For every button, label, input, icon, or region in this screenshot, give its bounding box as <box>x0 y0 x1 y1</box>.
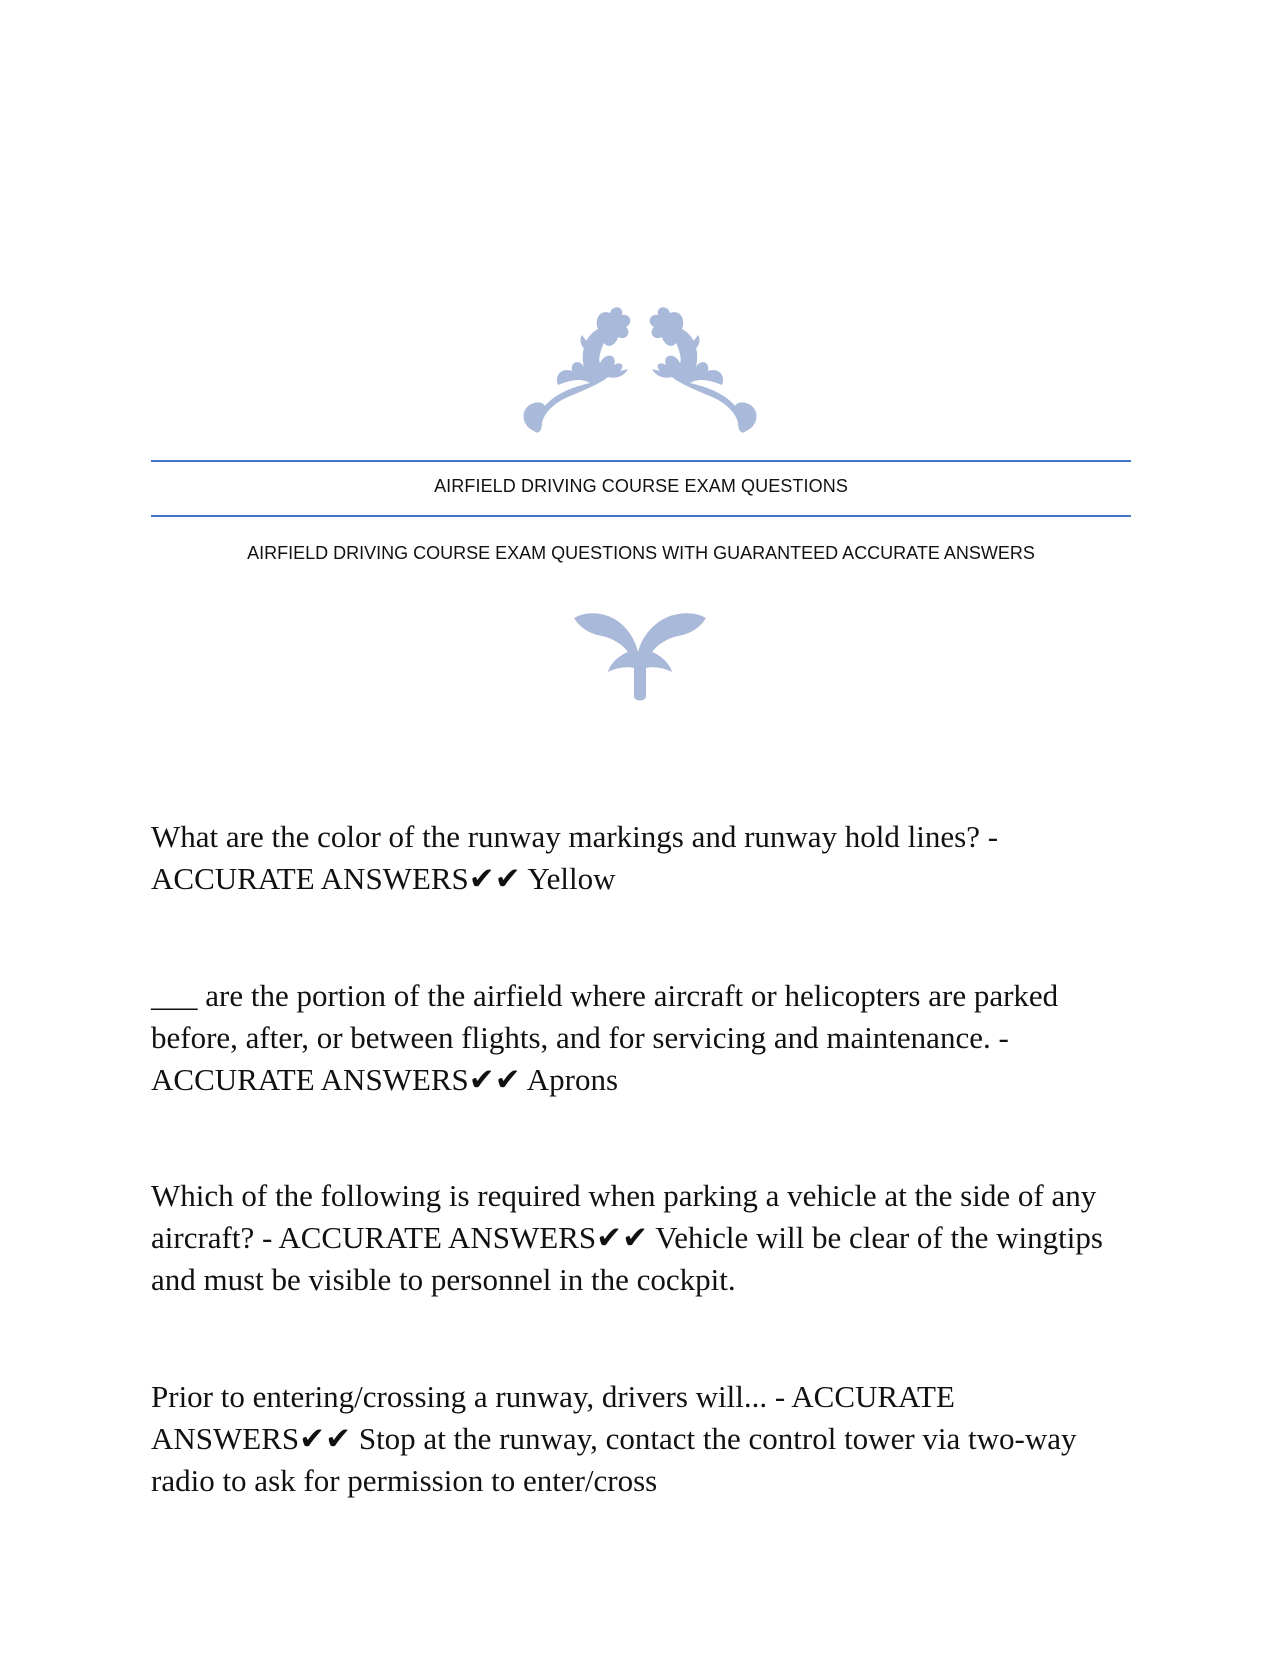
qa-item: Prior to entering/crossing a runway, drivers will... - ACCURATE ANSWERS✔✔ Stop at the runway, contact the control tower via two-way radio to ask for permission to enter/cross <box>151 1379 1077 1498</box>
header-title: AIRFIELD DRIVING COURSE EXAM QUESTIONS <box>434 476 848 496</box>
document-subtitle: AIRFIELD DRIVING COURSE EXAM QUESTIONS WITH GUARANTEED ACCURATE ANSWERS <box>247 543 1035 563</box>
flourish-bottom-icon <box>574 612 706 702</box>
qa-item: Which of the following is required when parking a vehicle at the side of any aircraft? - ACCURATE ANSWERS✔✔ Vehicle will be clear of the wingtips and must be visible to personnel in the cockpit. <box>151 1178 1103 1297</box>
qa-item: ___ are the portion of the airfield where aircraft or helicopters are parked before, after, or between flights, and for servicing and maintenance. - ACCURATE ANSWERS✔✔ Aprons <box>151 978 1059 1097</box>
header-rule-bottom <box>151 515 1131 517</box>
header-rule-top <box>151 460 1131 462</box>
flourish-top-icon <box>520 305 760 440</box>
qa-item: What are the color of the runway markings and runway hold lines? - ACCURATE ANSWERS✔✔ Yellow <box>151 819 999 896</box>
